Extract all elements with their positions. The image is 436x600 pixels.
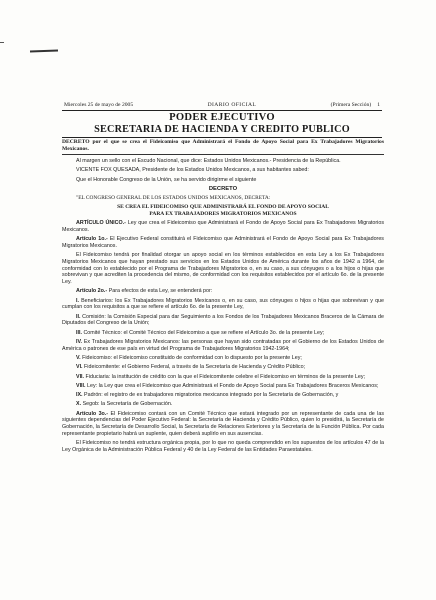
definition-item: I. Beneficiarios: los Ex Trabajadores Migratorios Mexicanos o, en su caso, sus cónyuges o hijos o hijas que sobrevivan y que cumplan con los requisitos a que se refiere el artículo 6o. de la presente Ley,	[62, 297, 384, 311]
document-body	[62, 139, 384, 456]
header-date: Miercoles 25 de mayo de 2005	[64, 102, 134, 108]
page-header	[64, 102, 380, 108]
articulo-unico	[62, 220, 384, 233]
article-1-text: El Ejecutivo Federal constituirá el Fideicomiso que Administrará el Fondo de Apoyo Social para Ex Trabajadores Migratorios Mexicanos.	[62, 236, 384, 249]
decree-heading: DECRETO por el que se crea el Fideicomiso que Administrará el Fondo de Apoyo Social para Ex Trabajadores Migratorios Mexicanos.	[62, 139, 384, 152]
definition-item: II. Comisión: la Comisión Especial para dar Seguimiento a los Fondos de los Trabajadores Mexicanos Braceros de la Cámara de Diputados del Congreso de la Unión;	[62, 313, 384, 327]
article-2-label: Artículo 2o.-	[76, 288, 108, 295]
creation-line-2: PARA EX TRABAJADORES MIGRATORIOS MEXICANOS	[149, 211, 297, 218]
header-rule	[62, 110, 382, 111]
definition-item: VII. Fiduciaria: la institución de crédito con la que el Fideicomitente celebre el Fideicomiso en términos de la presente Ley;	[76, 373, 366, 380]
definition-item: IV. Ex Trabajadores Migratorios Mexicanos: las personas que hayan sido contratadas por el Gobierno de los Estados Unidos de América o patrones de ese país en virtud del Programa de Trabajadores Migratorios 1942-1964;	[62, 338, 384, 352]
definition-item: V. Fideicomiso: el Fideicomiso constituido de conformidad con lo dispuesto por la presente Ley;	[76, 354, 302, 361]
article-1-label: Artículo 1o.-	[76, 236, 108, 243]
articulo-unico-text: Ley que crea el Fideicomiso que Administrará el Fondo de Apoyo Social para Ex Trabajadores Migratorios Mexicanos.	[62, 220, 384, 233]
congress-line: Que el Honorable Congreso de la Unión, se ha servido dirigirme el siguiente	[76, 176, 257, 183]
branch-title: PODER EJECUTIVO	[169, 112, 275, 123]
heading-rule	[62, 154, 384, 155]
definition-item: IX. Padrón: el registro de ex trabajadores migratorios mexicanos integrado por la Secretaría de Gobernación, y	[76, 392, 339, 399]
article-2	[62, 288, 384, 295]
article-3	[62, 411, 384, 438]
header-section: (Primera Sección)	[330, 102, 372, 108]
article-3-label: Artículo 3o.-	[76, 410, 109, 417]
decreto-title: DECRETO	[208, 185, 238, 192]
article-3-paragraph-2: El Fideicomiso no tendrá estructura orgánica propia, por lo que no queda comprendido en los supuestos de los artículos 47 de la Ley Orgánica de la Administración Pública Federal y 40 de la Ley Federal de las Entidades Paraestatales.	[62, 440, 384, 453]
congress-decrees: "EL CONGRESO GENERAL DE LOS ESTADOS UNIDOS MEXICANOS, DECRETA:	[76, 195, 271, 202]
definition-item: VIII. Ley: la Ley que crea el Fideicomiso que Administrará el Fondo de Apoyo Social para Ex Trabajadores Braceros Mexicanos;	[76, 382, 379, 389]
article-1	[62, 236, 384, 249]
header-page-number: 1	[377, 102, 380, 108]
title-rule	[62, 137, 382, 138]
definition-item: III. Comité Técnico: el Comité Técnico del Fideicomiso a que se refiere el Artículo 3o. de la presente Ley;	[76, 329, 325, 336]
president-line: VICENTE FOX QUESADA, Presidente de los Estados Unidos Mexicanos, a sus habitantes sabed:	[76, 167, 309, 174]
articulo-unico-label: ARTÍCULO ÚNICO.-	[76, 220, 126, 227]
header-publication: DIARIO OFICIAL	[207, 102, 257, 108]
article-1-paragraph-2: El Fideicomiso tendrá por finalidad otorgar un apoyo social en los términos establecidos en esta Ley a los Ex Trabajadores Migratorios Mexicanos que hayan prestado sus servicios en los Estados Unidos de América durante los años de 1942 a 1964, de conformidad con lo establecido por el Programa de Trabajadores Migratorios o, en su caso, a sus cónyuges o a los hijos o hijas que sobrevivan y que acrediten la procedencia del mismo, de conformidad con los requisitos establecidos por el artículo 6o. de la presente Ley.	[62, 252, 384, 286]
ministry-title: SECRETARIA DE HACIENDA Y CREDITO PUBLICO	[94, 124, 350, 135]
article-3-text: El Fideicomiso contará con un Comité Técnico que estará integrado por un representante de cada una de las siguientes dependencias del Poder Ejecutivo Federal: la Secretaría de Hacienda y Crédito Público, quien lo presidirá, la Secretaría de Gobernación, la Secretaría de Desarrollo Social, la Secretaría de Relaciones Exteriores y la Secretaría de la Función Pública. Por cada representante propietario habrá un suplente, quien deberá suplirlo en sus ausencias.	[62, 410, 384, 437]
scan-mark	[0, 42, 4, 43]
scan-mark	[30, 50, 58, 53]
definition-item: X. Segob: la Secretaría de Gobernación.	[76, 401, 173, 408]
definition-item: VI. Fideicomitente: el Gobierno Federal, a través de la Secretaría de Hacienda y Crédito Público;	[76, 364, 306, 371]
creation-line-1: SE CREA EL FIDEICOMISO QUE ADMINISTRARÁ EL FONDO DE APOYO SOCIAL	[117, 204, 329, 211]
seal-note: Al margen un sello con el Escudo Nacional, que dice: Estados Unidos Mexicanos.- Presidencia de la República.	[76, 158, 341, 164]
article-2-text: Para efectos de esta Ley, se entenderá por:	[108, 288, 213, 295]
